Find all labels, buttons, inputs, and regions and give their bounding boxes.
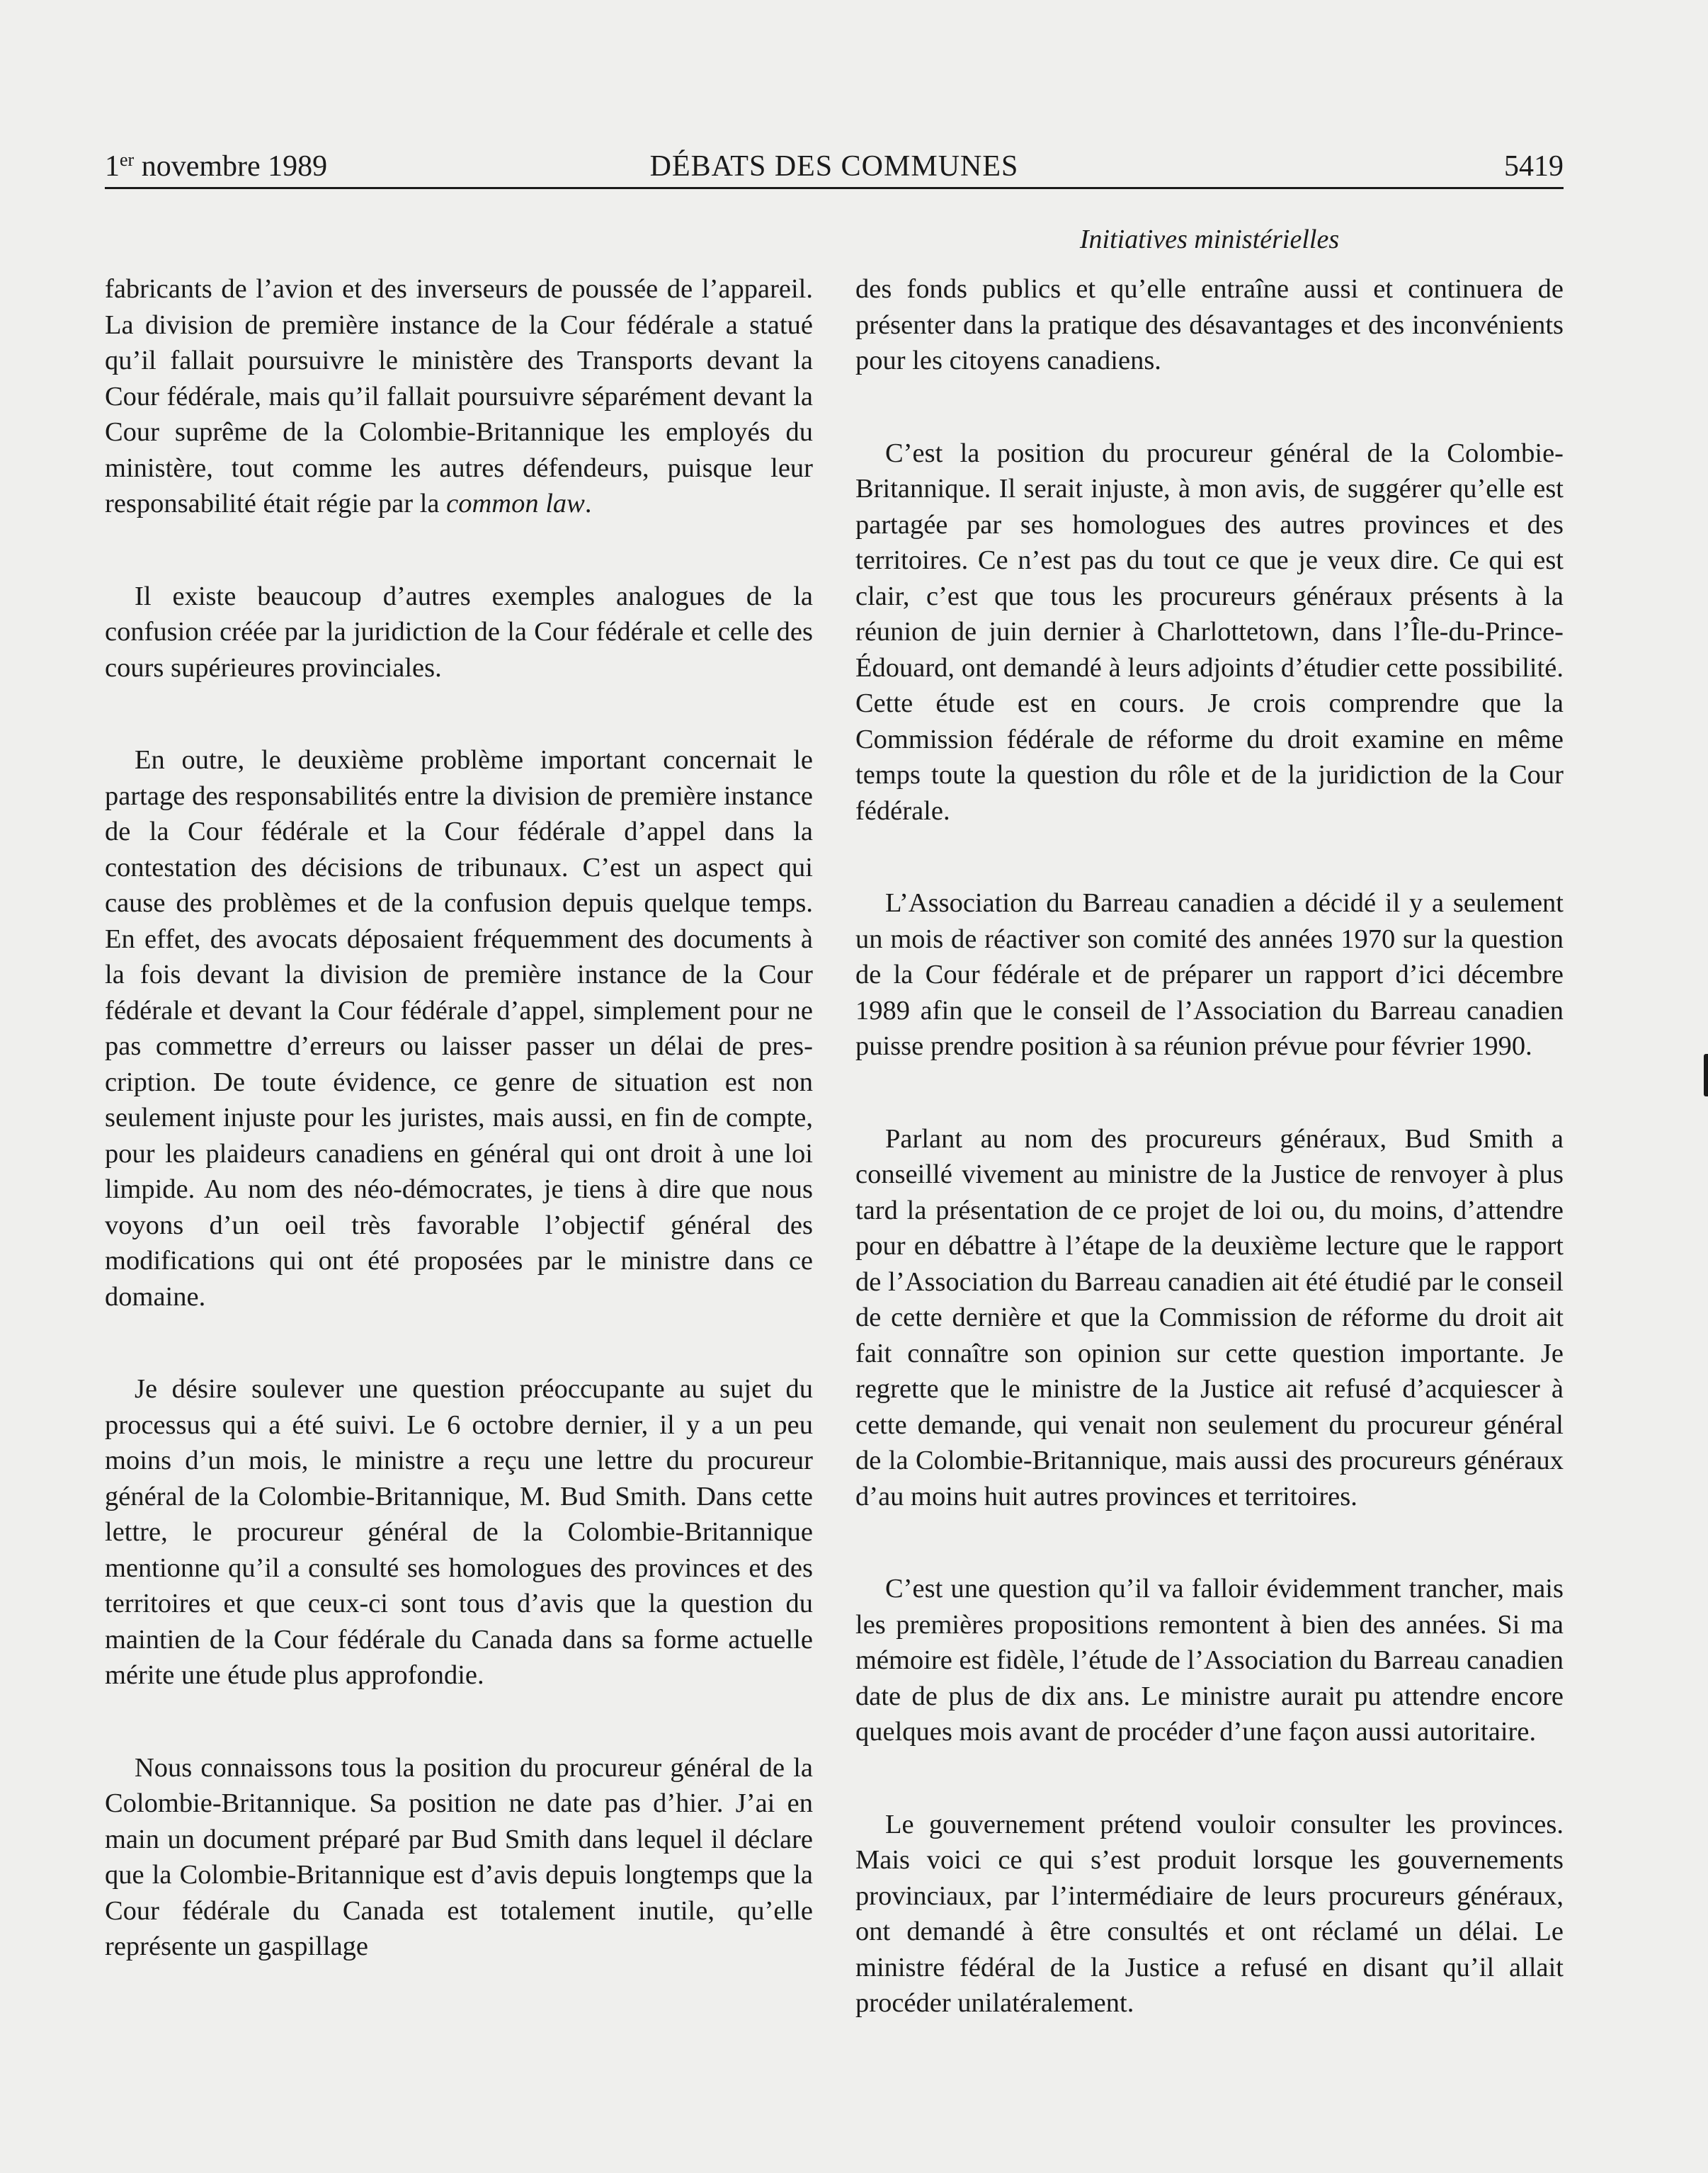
- header-date-month-year: novembre 1989: [134, 150, 328, 183]
- right-paragraph-5: C’est une question qu’il va falloir évidemment trancher, mais les premières propositions remontent à bien des années. Si ma mémoire est fidèle, l’étude de l’Association du Barreau canadien date de plus de dix ans. Le ministre aurait pu attendre encore quelques mois avant de procéder d’une façon aussi autoritaire.: [855, 1574, 1564, 1747]
- left-paragraph-1-end: .: [584, 489, 592, 518]
- header-page-number: 5419: [1504, 150, 1564, 183]
- right-column: [855, 271, 1564, 2021]
- right-paragraph-2: C’est la position du procureur général de la Colombie-Britannique. Il serait injuste, à mon avis, de suggérer qu’elle est partagée par ses homologues des autres provinces et des territoires. Ce n’est pas du tout ce que je veux dire. Ce qui est clair, c’est que tous les procureurs généraux présents à la réunion de juin dernier à Charlottetown, dans l’Île-du-Prince-Édouard, ont demandé à leurs adjoints d’étudier cette possibilité. Cette étude est en cours. Je crois comprendre que la Commission fédérale de réforme du droit examine en même temps toute la question du rôle et de la juridiction de la Cour fédérale.: [855, 438, 1564, 826]
- right-paragraph-3: L’Association du Barreau canadien a décidé il y a seulement un mois de réactiver son comité des années 1970 sur la question de la Cour fédérale et de préparer un rapport d’ici décembre 1989 afin que le conseil de l’Association du Barreau canadien puisse prendre position à sa réunion prévue pour février 1990.: [855, 888, 1564, 1061]
- left-paragraph-5: Nous connaissons tous la position du procureur général de la Colombie-Britannique. Sa position ne date pas d’hier. J’ai en main un document préparé par Bud Smith dans lequel il déclare que la Colombie-Britannique est d’avis depuis longtemps que la Cour fédérale du Canada est totalement inutile, qu’elle représente un gaspillage: [105, 1752, 813, 1961]
- left-paragraph-4: Je désire soulever une question préoccupante au sujet du processus qui a été suivi. Le 6 octobre dernier, il y a un peu moins d’un mois, le ministre a reçu une lettre du procureur général de la Colombie-Britannique, M. Bud Smith. Dans cette lettre, le procureur général de la Colombie-Britannique mentionne qu’il a consulté ses homologues des provinces et des territoires et que ceux-ci sont tous d’avis que la question du maintien de la Cour fédérale du Canada dans sa forme actuelle mérite une étude plus approfondie.: [105, 1374, 813, 1690]
- header-title: DÉBATS DES COMMUNES: [649, 150, 1019, 183]
- left-paragraph-2: Il existe beaucoup d’autres exemples analogues de la confusion créée par la juridiction de la Cour fédérale et celle des cours supérieures provinciales.: [105, 581, 813, 683]
- left-column: [105, 271, 813, 1965]
- left-paragraph-1: [105, 271, 813, 522]
- right-paragraph-6: Le gouvernement prétend vouloir consulter les provinces. Mais voici ce qui s’est produit lorsque les gouvernements provinciaux, par l’intermédiaire de leurs procureurs généraux, ont demandé à être consultés et ont réclamé un délai. Le ministre fédéral de la Justice a refusé en disant qu’il allait procéder unilatéralement.: [855, 1809, 1564, 2018]
- header-date-superscript: er: [120, 149, 135, 170]
- right-paragraph-1: des fonds publics et qu’elle entraîne aussi et continuera de présenter dans la pratique des désavantages et des inconvénients pour les citoyens canadiens.: [855, 274, 1564, 375]
- right-paragraph-4: Parlant au nom des procureurs généraux, Bud Smith a conseillé vivement au ministre de la Justice de renvoyer à plus tard la présentation de ce projet de loi ou, du moins, d’attendre pour en débattre à l’étape de la deuxième lecture que le rapport de l’Association du Barreau canadien ait été étudié par le conseil de cette dernière et que la Commission de réforme du droit ait fait connaître son opinion sur cette question importante. Je regrette que le ministre de la Justice ait refusé d’acquiescer à cette demande, qui venait non seulement du procureur général de la Colombie-Britannique, mais aussi des procureurs généraux d’au moins huit autres provinces et territoires.: [855, 1123, 1564, 1511]
- left-paragraph-1-italic: common law: [446, 489, 585, 518]
- page-header: [105, 145, 1564, 188]
- header-date-day: 1: [105, 150, 120, 183]
- header-rule: [105, 187, 1564, 189]
- left-paragraph-1-text: fabricants de l’avion et des inverseurs de poussée de l’appareil. La division de première instance de la Cour fédérale a statué qu’il fallait poursuivre le ministère des Transports devant la Cour fédérale, mais qu’il fallait poursuivre séparément devant la Cour suprême de la Colombie-Britannique les employés du ministère, tout comme les autres défendeurs, puisque leur responsabilité était régie par la: [105, 274, 813, 518]
- left-paragraph-3: En outre, le deuxième problème important concernait le partage des responsabilités entre la division de première instance de la Cour fédérale et la Cour fédérale d’appel dans la contestation des décisions de tribunaux. C’est un aspect qui cause des problèmes et de la confusion depuis quelque temps. En effet, des avocats déposaient fréquemment des documents à la fois devant la division de première instance de la Cour fédérale et devant la Cour fédérale d’appel, simplement pour ne pas commettre d’erreurs ou laisser passer un délai de prescription. De toute évidence, ce genre de situation est non seulement injuste pour les juristes, mais aussi, en fin de compte, pour les plaideurs canadiens en général qui ont droit à une loi limpide. Au nom des néo-démocrates, je tiens à dire que nous voyons d’un oeil très favorable l’objectif général des modifications qui ont été proposées par le ministre dans ce domaine.: [105, 745, 813, 1312]
- scan-edge-mark: [1704, 1054, 1708, 1096]
- section-label: Initiatives ministérielles: [1079, 225, 1340, 254]
